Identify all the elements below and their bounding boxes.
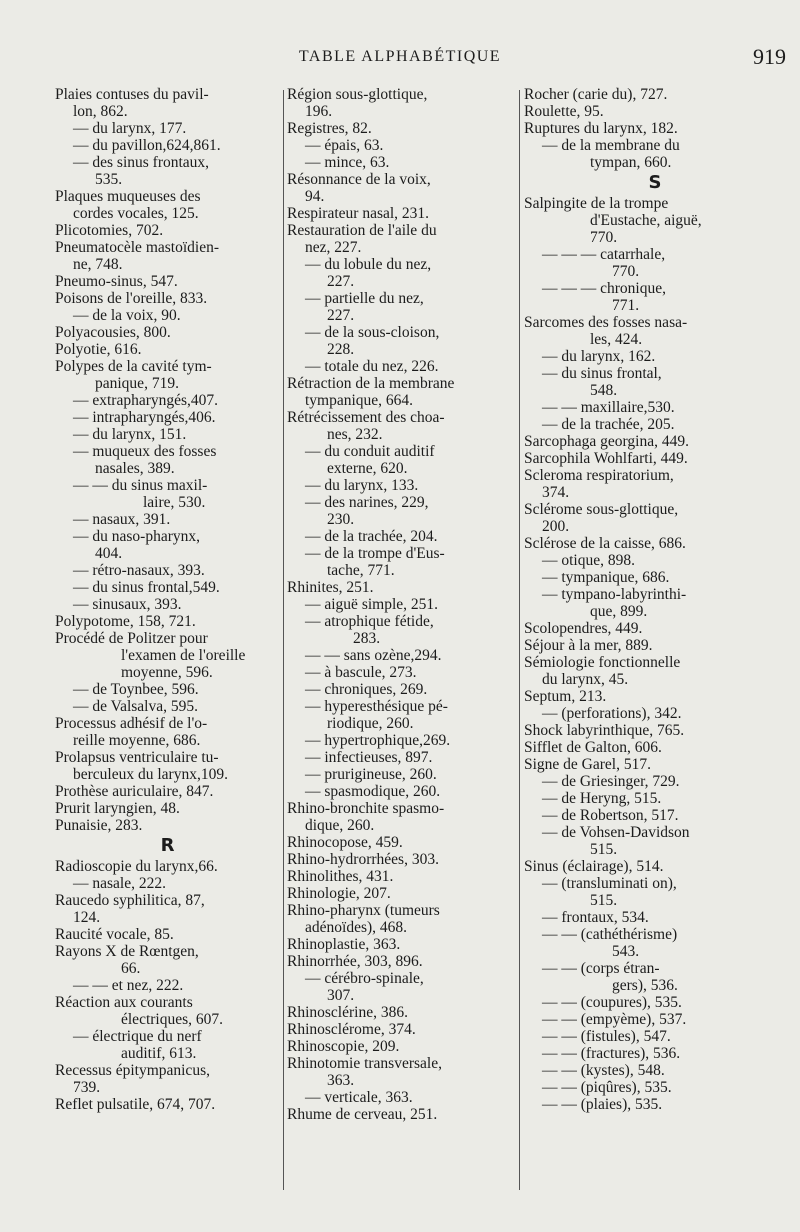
index-entry: Poisons de l'oreille, 833.	[55, 290, 208, 307]
index-subentry: — électrique du nerf	[73, 1028, 202, 1045]
index-subentry: — — (piqûres), 535.	[542, 1079, 672, 1096]
index-subentry: 535.	[95, 171, 123, 188]
index-subentry: — épais, 63.	[305, 137, 384, 154]
index-subentry: — de Toynbee, 596.	[73, 681, 199, 698]
index-subentry: — (transluminati on),	[542, 875, 677, 892]
index-subentry: — (perforations), 342.	[542, 705, 682, 722]
index-entry: Raucité vocale, 85.	[55, 926, 174, 943]
index-entry: Registres, 82.	[287, 120, 372, 137]
index-subentry: — otique, 898.	[542, 552, 635, 569]
index-subentry: — muqueux des fosses	[73, 443, 217, 460]
index-subentry: 283.	[353, 630, 381, 647]
index-subentry: 227.	[327, 273, 355, 290]
index-subentry: — — (fractures), 536.	[542, 1045, 681, 1062]
index-entry: Scolopendres, 449.	[524, 620, 643, 637]
index-subentry: — de la membrane du	[542, 137, 680, 154]
index-subentry: — intrapharyngés,406.	[73, 409, 216, 426]
index-entry: Rhinocopose, 459.	[287, 834, 403, 851]
index-entry: Sarcophaga georgina, 449.	[524, 433, 689, 450]
index-subentry: 363.	[327, 1072, 355, 1089]
index-entry: Septum, 213.	[524, 688, 607, 705]
index-subentry: cordes vocales, 125.	[73, 205, 199, 222]
index-column-3	[524, 86, 786, 1113]
index-entry: Rhino-pharynx (tumeurs	[287, 902, 440, 919]
index-subentry: — de la sous-cloison,	[305, 324, 440, 341]
index-entry: Rhinologie, 207.	[287, 885, 391, 902]
index-subentry: 230.	[327, 511, 355, 528]
index-entry: Rhino-hydrorrhées, 303.	[287, 851, 439, 868]
index-subentry: — des narines, 229,	[305, 494, 429, 511]
index-subentry: — nasale, 222.	[73, 875, 166, 892]
index-subentry: lon, 862.	[73, 103, 128, 120]
index-subentry: 770.	[590, 229, 618, 246]
index-entry: Rétraction de la membrane	[287, 375, 455, 392]
index-subentry: 124.	[73, 909, 101, 926]
index-subentry: — cérébro-spinale,	[305, 970, 424, 987]
column-divider	[519, 90, 520, 1190]
index-entry: Signe de Garel, 517.	[524, 756, 651, 773]
section-letter: S	[648, 172, 662, 193]
index-subentry: — de Heryng, 515.	[542, 790, 662, 807]
index-subentry: — des sinus frontaux,	[73, 154, 210, 171]
index-entry: Rhume de cerveau, 251.	[287, 1106, 438, 1123]
index-subentry: dique, 260.	[305, 817, 375, 834]
index-subentry: — mince, 63.	[305, 154, 390, 171]
index-subentry: tache, 771.	[327, 562, 395, 579]
running-header	[0, 44, 800, 74]
index-entry: Rhino-bronchite spasmo-	[287, 800, 445, 817]
index-subentry: — frontaux, 534.	[542, 909, 649, 926]
index-subentry: — infectieuses, 897.	[305, 749, 433, 766]
index-subentry: nasales, 389.	[95, 460, 175, 477]
index-entry: Résonnance de la voix,	[287, 171, 431, 188]
index-entry: Rhinosclérome, 374.	[287, 1021, 416, 1038]
index-entry: Rayons X de Rœntgen,	[55, 943, 199, 960]
index-subentry: — — (cathéthérisme)	[542, 926, 678, 943]
index-subentry: 66.	[121, 960, 141, 977]
index-subentry: du larynx, 45.	[542, 671, 629, 688]
page-number: 919	[753, 44, 786, 69]
index-subentry: 543.	[612, 943, 640, 960]
index-entry: Radioscopie du larynx,66.	[55, 858, 218, 875]
index-subentry: 228.	[327, 341, 355, 358]
index-entry: Rhinites, 251.	[287, 579, 374, 596]
index-entry: Polypes de la cavité tym-	[55, 358, 212, 375]
index-subentry: tympanique, 664.	[305, 392, 414, 409]
index-entry: Réaction aux courants	[55, 994, 193, 1011]
index-entry: Restauration de l'aile du	[287, 222, 437, 239]
index-subentry: — de Valsalva, 595.	[73, 698, 198, 715]
index-subentry: — — du sinus maxil-	[73, 477, 208, 494]
index-subentry: — extrapharyngés,407.	[73, 392, 219, 409]
index-subentry: — verticale, 363.	[305, 1089, 413, 1106]
index-subentry: ne, 748.	[73, 256, 123, 273]
index-entry: Ruptures du larynx, 182.	[524, 120, 678, 137]
index-entry: Sifflet de Galton, 606.	[524, 739, 662, 756]
index-entry: Rhinoplastie, 363.	[287, 936, 401, 953]
index-subentry: 307.	[327, 987, 355, 1004]
index-entry: Roulette, 95.	[524, 103, 604, 120]
index-entry: Plicotomies, 702.	[55, 222, 164, 239]
index-entry: Sémiologie fonctionnelle	[524, 654, 681, 671]
index-subentry: nes, 232.	[327, 426, 383, 443]
index-subentry: — chroniques, 269.	[305, 681, 428, 698]
index-subentry: — aiguë simple, 251.	[305, 596, 439, 613]
index-subentry: 771.	[612, 297, 640, 314]
index-entry: Rhinorrhée, 303, 896.	[287, 953, 423, 970]
index-subentry: — — — chronique,	[542, 280, 666, 297]
index-entry: Rhinosclérine, 386.	[287, 1004, 408, 1021]
index-entry: Sclérome sous-glottique,	[524, 501, 679, 518]
index-subentry: — tympano-labyrinthi-	[542, 586, 687, 603]
index-entry: Pneumatocèle mastoïdien-	[55, 239, 219, 256]
index-subentry: — du sinus frontal,549.	[73, 579, 220, 596]
index-subentry: 515.	[590, 892, 618, 909]
index-subentry: — de la voix, 90.	[73, 307, 181, 324]
index-subentry: — du naso-pharynx,	[73, 528, 200, 545]
index-entry: Sclérose de la caisse, 686.	[524, 535, 686, 552]
index-subentry: l'examen de l'oreille	[121, 647, 246, 664]
index-entry: Raucedo syphilitica, 87,	[55, 892, 205, 909]
index-entry: Prolapsus ventriculaire tu-	[55, 749, 219, 766]
index-entry: Respirateur nasal, 231.	[287, 205, 430, 222]
index-entry: Polyotie, 616.	[55, 341, 142, 358]
index-subentry: laire, 530.	[143, 494, 206, 511]
index-subentry: — — maxillaire,530.	[542, 399, 675, 416]
index-subentry: tympan, 660.	[590, 154, 672, 171]
index-subentry: d'Eustache, aiguë,	[590, 212, 702, 229]
index-subentry: 770.	[612, 263, 640, 280]
index-subentry: — — (kystes), 548.	[542, 1062, 665, 1079]
index-subentry: 374.	[542, 484, 570, 501]
index-subentry: — du larynx, 177.	[73, 120, 187, 137]
index-entry: Rocher (carie du), 727.	[524, 86, 668, 103]
index-subentry: adénoïdes), 468.	[305, 919, 408, 936]
section-letter: R	[160, 835, 175, 856]
index-subentry: — — (fistules), 547.	[542, 1028, 671, 1045]
index-subentry: — de la trachée, 205.	[542, 416, 675, 433]
index-subentry: — rétro-nasaux, 393.	[73, 562, 205, 579]
index-entry: Prurit laryngien, 48.	[55, 800, 180, 817]
index-entry: Plaques muqueuses des	[55, 188, 201, 205]
index-entry: Séjour à la mer, 889.	[524, 637, 653, 654]
index-subentry: — — (corps étran-	[542, 960, 660, 977]
index-subentry: — nasaux, 391.	[73, 511, 171, 528]
page-title: TABLE ALPHABÉTIQUE	[298, 48, 502, 65]
index-subentry: auditif, 613.	[121, 1045, 197, 1062]
index-subentry: 227.	[327, 307, 355, 324]
index-subentry: externe, 620.	[327, 460, 408, 477]
index-subentry: — hypertrophique,269.	[305, 732, 451, 749]
index-subentry: électriques, 607.	[121, 1011, 224, 1028]
index-subentry: — — (empyème), 537.	[542, 1011, 687, 1028]
index-subentry: que, 899.	[590, 603, 648, 620]
index-subentry: — du larynx, 133.	[305, 477, 419, 494]
index-subentry: — — (coupures), 535.	[542, 994, 682, 1011]
index-subentry: les, 424.	[590, 331, 643, 348]
index-subentry: nez, 227.	[305, 239, 362, 256]
index-subentry: — atrophique fétide,	[305, 613, 434, 630]
index-entry: Prothèse auriculaire, 847.	[55, 783, 214, 800]
index-entry: Salpingite de la trompe	[524, 195, 669, 212]
index-entry: Rhinoscopie, 209.	[287, 1038, 400, 1055]
index-subentry: — spasmodique, 260.	[305, 783, 441, 800]
index-subentry: — du sinus frontal,	[542, 365, 662, 382]
index-entry: Polyacousies, 800.	[55, 324, 171, 341]
index-subentry: — — et nez, 222.	[73, 977, 184, 994]
index-subentry: — — — catarrhale,	[542, 246, 666, 263]
index-subentry: gers), 536.	[612, 977, 678, 994]
index-subentry: — partielle du nez,	[305, 290, 424, 307]
index-subentry: — de Griesinger, 729.	[542, 773, 680, 790]
column-divider	[283, 90, 284, 1190]
index-entry: Rhinotomie transversale,	[287, 1055, 442, 1072]
index-entry: Reflet pulsatile, 674, 707.	[55, 1096, 216, 1113]
index-subentry: — — sans ozène,294.	[305, 647, 442, 664]
index-subentry: — totale du nez, 226.	[305, 358, 439, 375]
index-entry: Rhinolithes, 431.	[287, 868, 394, 885]
index-column-1	[55, 86, 280, 1113]
index-subentry: 515.	[590, 841, 618, 858]
index-entry: Recessus épitympanicus,	[55, 1062, 210, 1079]
index-subentry: riodique, 260.	[327, 715, 414, 732]
index-subentry: 404.	[95, 545, 123, 562]
index-subentry: — tympanique, 686.	[542, 569, 670, 586]
index-subentry: — — (plaies), 535.	[542, 1096, 663, 1113]
index-subentry: — du conduit auditif	[305, 443, 435, 460]
index-entry: Pneumo-sinus, 547.	[55, 273, 178, 290]
index-entry: Scleroma respiratorium,	[524, 467, 674, 484]
index-subentry: 548.	[590, 382, 618, 399]
index-subentry: — du lobule du nez,	[305, 256, 432, 273]
index-entry: Procédé de Politzer pour	[55, 630, 208, 647]
index-subentry: — de Robertson, 517.	[542, 807, 679, 824]
index-subentry: — à bascule, 273.	[305, 664, 417, 681]
index-subentry: — de la trompe d'Eus-	[305, 545, 445, 562]
index-entry: Rétrécissement des choa-	[287, 409, 445, 426]
index-subentry: panique, 719.	[95, 375, 179, 392]
index-entry: Sinus (éclairage), 514.	[524, 858, 664, 875]
index-entry: Plaies contuses du pavil-	[55, 86, 209, 103]
index-entry: Sarcomes des fosses nasa-	[524, 314, 688, 331]
index-subentry: — du larynx, 162.	[542, 348, 656, 365]
index-column-2	[287, 86, 517, 1123]
index-subentry: reille moyenne, 686.	[73, 732, 201, 749]
index-subentry: — du pavillon,624,861.	[73, 137, 221, 154]
index-subentry: 200.	[542, 518, 570, 535]
index-subentry: — de Vohsen-Davidson	[542, 824, 690, 841]
index-subentry: — prurigineuse, 260.	[305, 766, 437, 783]
index-subentry: 94.	[305, 188, 325, 205]
index-entry: Punaisie, 283.	[55, 817, 143, 834]
index-entry: Processus adhésif de l'o-	[55, 715, 208, 732]
index-subentry: 196.	[305, 103, 333, 120]
index-subentry: — sinusaux, 393.	[73, 596, 182, 613]
index-subentry: moyenne, 596.	[121, 664, 213, 681]
index-entry: Région sous-glottique,	[287, 86, 428, 103]
index-entry: Shock labyrinthique, 765.	[524, 722, 685, 739]
index-subentry: 739.	[73, 1079, 101, 1096]
index-entry: Polypotome, 158, 721.	[55, 613, 196, 630]
index-subentry: — de la trachée, 204.	[305, 528, 438, 545]
index-subentry: — du larynx, 151.	[73, 426, 187, 443]
index-subentry: — hyperesthésique pé-	[305, 698, 448, 715]
index-entry: Sarcophila Wohlfarti, 449.	[524, 450, 688, 467]
index-subentry: berculeux du larynx,109.	[73, 766, 228, 783]
